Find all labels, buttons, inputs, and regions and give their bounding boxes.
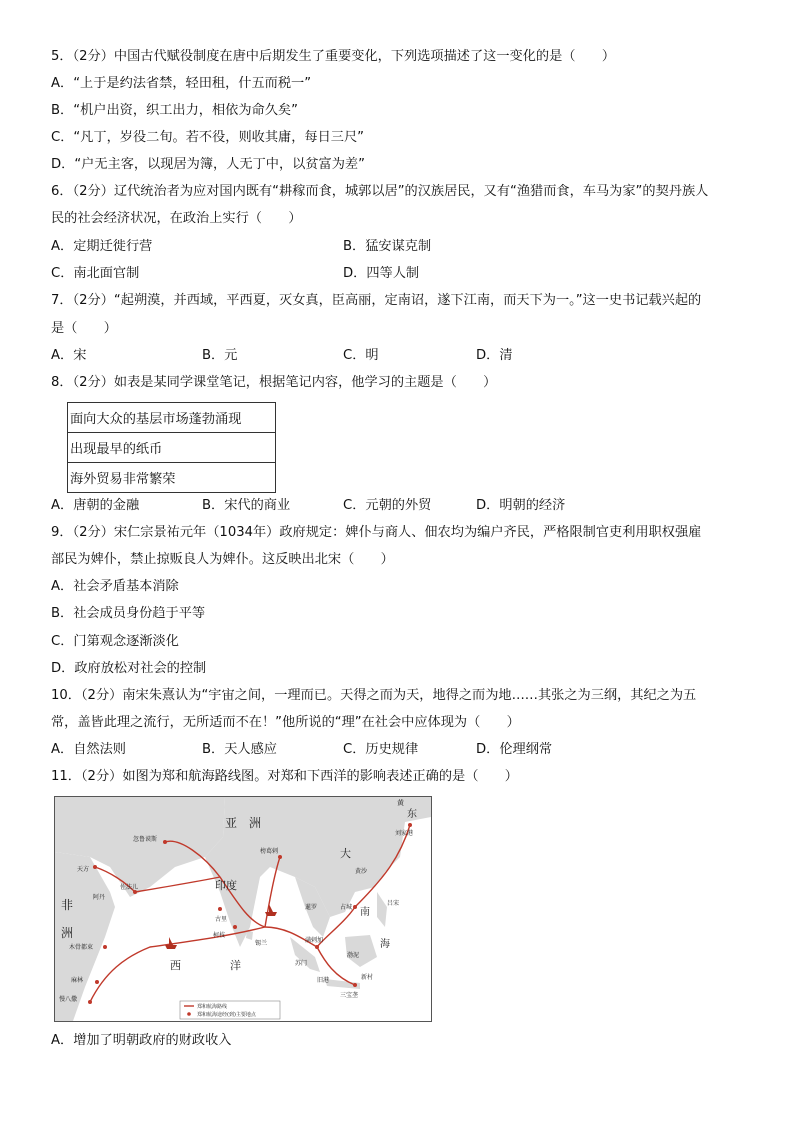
map-label-tianfang: 天方 — [77, 866, 90, 873]
legend-route-label: 郑和航海路线 — [197, 1004, 228, 1010]
map-label-south: 南 — [360, 907, 370, 918]
q7-option-c: C．明 — [343, 348, 379, 363]
ship-icon — [265, 904, 277, 916]
q10-option-d: D．伦理纲常 — [476, 742, 553, 757]
philippines-land — [377, 892, 387, 927]
q5-option-b: B．“机户出资，织工出力，相依为命久矣” — [51, 103, 298, 118]
table-row — [68, 433, 276, 463]
map-label-zuofaer: 佐法儿 — [120, 884, 139, 891]
q6-stem-line2: 民的社会经济状况，在政治上实行（ ） — [51, 211, 302, 226]
q5-option-a: A．“上于是约法省禁，轻田租，什五而税一” — [51, 76, 312, 91]
table-cell: 出现最早的纸币 — [68, 433, 276, 463]
q7-stem-line1: 7．（2分）“起朔漠，并西域，平西夏，灭女真，臣高丽，定南诏，遂下江南，而天下为一。”这一史书记载兴起的 — [51, 293, 702, 308]
stop-marker — [353, 983, 357, 987]
map-label-asia: 亚 洲 — [225, 816, 262, 830]
stop-marker — [233, 925, 237, 929]
map-label-liujiagang: 刘家港 — [395, 830, 414, 837]
map-legend — [180, 1001, 280, 1019]
q5-option-c: C．“凡丁，岁役二旬。若不役，则收其庸，每日三尺” — [51, 130, 364, 145]
table-row — [68, 403, 276, 433]
q6-option-c: C．南北面官制 — [51, 266, 140, 281]
map-label-africa-1: 非 — [61, 898, 74, 912]
map-label-jiugang: 旧港 — [317, 977, 330, 984]
stop-marker — [95, 980, 99, 984]
map-label-sanbaolong: 三宝垄 — [340, 992, 359, 999]
table-cell: 海外贸易非常繁荣 — [68, 463, 276, 493]
zheng-he-route-map — [54, 796, 432, 1022]
map-label-calicut: 古里 — [215, 916, 228, 923]
map-label-aden: 阿丹 — [93, 894, 106, 901]
q6-stem-line1: 6．（2分）辽代统治者为应对国内既有“耕稼而食，城郭以居”的汉族居民，又有“渔猎而食，车马为家”的契丹族人 — [51, 184, 709, 199]
q9-option-c: C．门第观念逐渐淡化 — [51, 634, 179, 649]
q6-option-d: D．四等人制 — [343, 266, 420, 281]
stop-marker — [93, 865, 97, 869]
q11-option-a: A．增加了明朝政府的财政收入 — [51, 1033, 232, 1048]
q7-option-a: A．宋 — [51, 348, 87, 363]
table-cell: 面向大众的基层市场蓬勃涌现 — [68, 403, 276, 433]
map-label-huang: 黄 — [397, 799, 404, 807]
q10-option-b: B．天人感应 — [202, 742, 277, 757]
q5-stem: 5．（2分）中国古代赋役制度在唐中后期发生了重要变化，下列选项描述了这一变化的是（ ） — [51, 49, 616, 64]
q9-option-d: D．政府放松对社会的控制 — [51, 661, 207, 676]
map-label-borneo: 渤泥 — [347, 952, 360, 959]
q10-option-c: C．历史规律 — [343, 742, 419, 757]
legend-stop-label: 郑和航海途经(到)主要地点 — [197, 1012, 256, 1018]
table-row — [68, 463, 276, 493]
map-label-huangsha: 黄沙 — [355, 868, 368, 875]
stop-marker — [218, 907, 222, 911]
map-label-siam: 暹罗 — [305, 904, 318, 911]
q8-option-b: B．宋代的商业 — [202, 498, 291, 513]
map-label-cochin: 柯枝 — [213, 932, 226, 939]
q9-option-b: B．社会成员身份趋于平等 — [51, 606, 206, 621]
q11-stem: 11．（2分）如图为郑和航海路线图。对郑和下西洋的影响表述正确的是（ ） — [51, 769, 518, 784]
map-label-africa-2: 洲 — [61, 926, 74, 940]
map-label-surabaya: 苏门 — [295, 960, 308, 967]
q8-stem: 8．（2分）如表是某同学课堂笔记，根据笔记内容，他学习的主题是（ ） — [51, 375, 497, 390]
map-label-da: 大 — [340, 847, 351, 860]
map-label-india: 印度 — [215, 879, 237, 892]
map-label-mogadishu: 木骨都束 — [69, 944, 94, 951]
stop-marker — [315, 945, 319, 949]
map-label-west: 西 — [170, 959, 181, 972]
q5-option-d: D．“户无主客，以现居为簿，人无丁中，以贫富为差” — [51, 157, 365, 172]
q9-option-a: A．社会矛盾基本消除 — [51, 579, 179, 594]
map-label-bengal: 榜葛剌 — [260, 848, 279, 855]
stop-marker — [408, 823, 412, 827]
map-label-malacca: 满剌加 — [305, 937, 324, 944]
q8-option-c: C．元朝的外贸 — [343, 498, 432, 513]
stop-marker — [103, 945, 107, 949]
map-label-hormuz: 忽鲁谟斯 — [133, 836, 158, 843]
q9-stem-line1: 9．（2分）宋仁宗景祐元年（1034年）政府规定：婢仆与商人、佃农均为编户齐民，严格限制官吏利用职权强雇 — [51, 525, 702, 540]
map-label-champa: 占城 — [340, 904, 353, 911]
map-label-xincun: 新村 — [361, 974, 374, 981]
q7-option-b: B．元 — [202, 348, 238, 363]
q8-option-a: A．唐朝的金融 — [51, 498, 140, 513]
map-label-luzon: 吕宋 — [387, 900, 400, 907]
stop-marker — [163, 840, 167, 844]
map-label-sea: 海 — [380, 939, 390, 950]
q6-option-b: B．猛安谋克制 — [343, 239, 432, 254]
q10-option-a: A．自然法则 — [51, 742, 126, 757]
q9-stem-line2: 部民为婢仆，禁止掠贩良人为婢仆。这反映出北宋（ ） — [51, 552, 394, 567]
q8-option-d: D．明朝的经济 — [476, 498, 566, 513]
map-svg — [55, 797, 431, 1021]
map-label-east: 东 — [407, 809, 417, 820]
borneo-land — [345, 935, 377, 967]
stop-marker — [353, 905, 357, 909]
map-label-ceylon: 锡兰 — [255, 940, 268, 947]
map-label-malindi: 麻林 — [71, 977, 84, 984]
notes-table — [67, 402, 276, 493]
stop-marker — [278, 855, 282, 859]
q6-option-a: A．定期迁徙行营 — [51, 239, 153, 254]
map-label-mombasa: 慢八撒 — [59, 996, 78, 1003]
stop-marker — [88, 1000, 92, 1004]
map-label-ocean: 洋 — [230, 959, 241, 972]
legend-stop-swatch — [187, 1012, 191, 1016]
q7-stem-line2: 是（ ） — [51, 321, 117, 336]
q10-stem-line1: 10．（2分）南宋朱熹认为“宇宙之间，一理而已。天得之而为天，地得之而为地……其张之为三纲，其纪之为五 — [51, 688, 697, 703]
q10-stem-line2: 常，盖皆此理之流行，无所适而不在！”他所说的“理”在社会中应体现为（ ） — [51, 715, 520, 730]
q7-option-d: D．清 — [476, 348, 513, 363]
